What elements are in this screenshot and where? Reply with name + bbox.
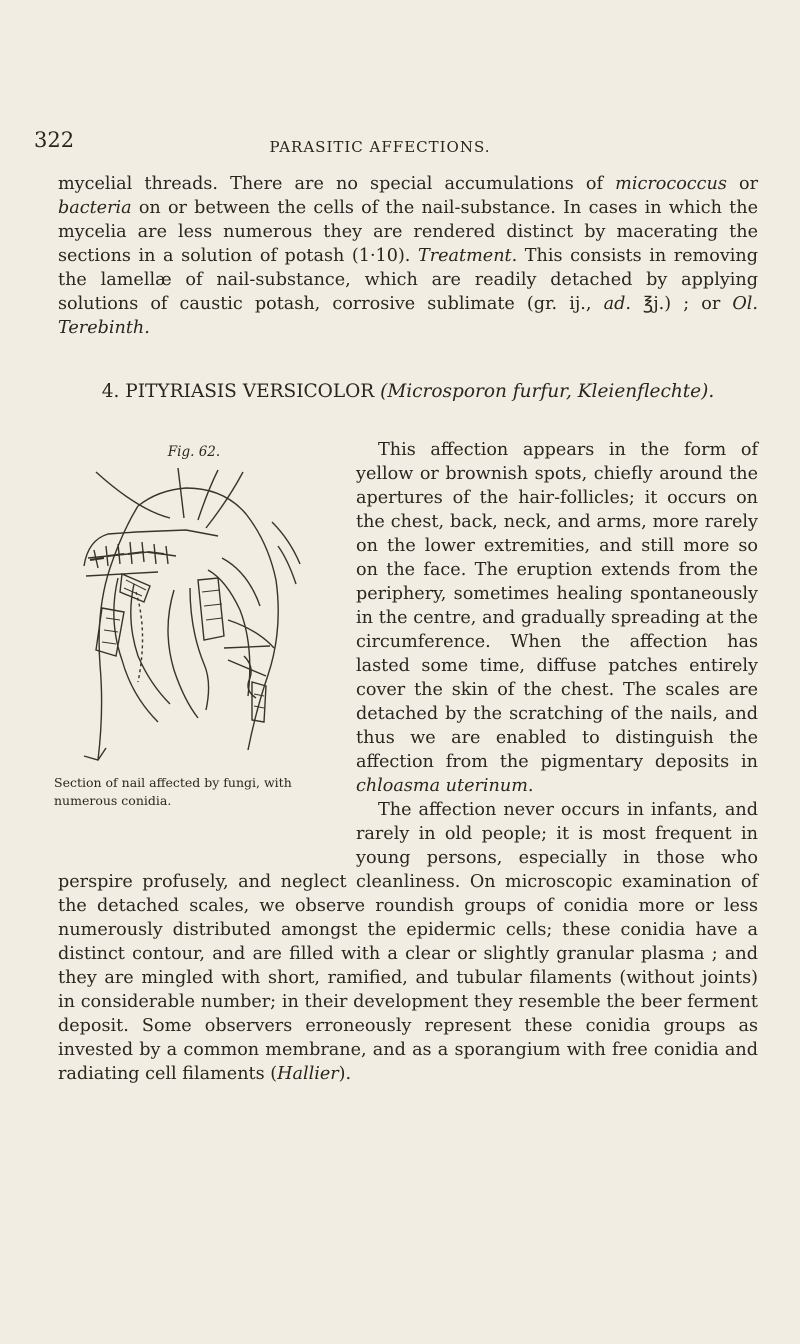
paragraph-treatment: mycelial threads. There are no special accumulations of micrococcus or bacteria on or between the cells of the nail-substance. In cases in which the mycelia are less numerous they are rendered distinct by macerating the sections in a solution of potash (1·10). Treatment. This consists in removing the lamellæ of nail-substance, which are readily detached by applying solutions of caustic potash, corrosive sublimate (gr. ij., ad. ℥j.) ; or Ol. Terebinth. (58, 174, 758, 338)
figure-62 (54, 438, 344, 860)
figure-caption: Section of nail affected by fungi, with numerous conidia. (54, 775, 292, 808)
nail-section-illustration (78, 460, 313, 762)
paragraph-description: This affection appears in the form of yellow or brownish spots, chiefly around the apertures of the hair-follicles; it occurs on the chest, back, neck, and arms, more rarely on the lower extremities, and still more so on the face. The eruption extends from the periphery, sometimes healing spontaneously in the centre, and gradually spreading at the circumference. When the affection has lasted some time, diffuse patches entirely cover the skin of the chest. The scales are detached by the scratching of the nails, and thus we are enabled to distinguish the affection from the pigmentary deposits in chloasma uterinum. (356, 440, 758, 796)
page-number: 322 (34, 128, 75, 152)
section-title: 4. PITYRIASIS VERSICOLOR (101, 381, 381, 402)
section-body (54, 438, 758, 1086)
running-head: PARASITIC AFFECTIONS. (269, 138, 491, 156)
paragraph-microscopy: The affection never occurs in infants, and rarely in old people; it is most frequent in young persons, especially in those who perspire profusely, and neglect cleanliness. On microscopic examination of the detached scales, we observe roundish groups of conidia more or less numerously distributed amongst the epidermic cells; these conidia have a distinct contour, and are filled with a clear or slightly granular plasma ; and they are mingled with short, ramified, and tubular filaments (without joints) in considerable number; in their development they resemble the beer ferment deposit. Some observers erroneously represent these conidia groups as invested by a common membrane, and as a sporangium with free conidia and radiating cell filaments (Hallier). (58, 800, 758, 1084)
figure-label: Fig. 62. (167, 444, 221, 460)
section-subtitle: (Microsporon furfur, Kleienflechte). (380, 381, 715, 402)
section-heading (58, 378, 758, 406)
